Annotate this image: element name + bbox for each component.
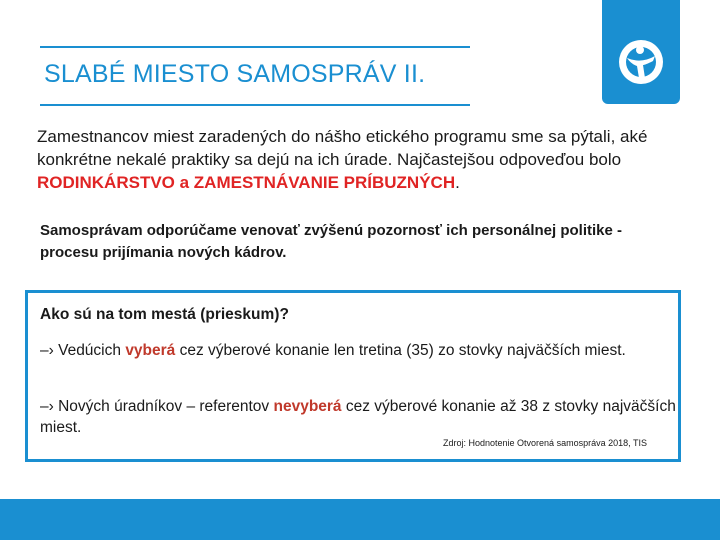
transparency-international-logo-icon	[617, 38, 665, 86]
bullet2-after: cez výberové konanie až 38 z stovky najväčších miest.	[40, 398, 676, 436]
bullet1-highlight: vyberá	[125, 342, 176, 359]
survey-question: Ako sú na tom mestá (prieskum)?	[40, 306, 289, 323]
bullet2-highlight: nevyberá	[273, 398, 342, 415]
logo-panel	[602, 0, 680, 104]
title-top-rule	[40, 46, 470, 48]
survey-bullet-2	[40, 396, 680, 438]
recommendation-paragraph: Samosprávam odporúčame venovať zvýšenú pozornosť ich personálnej politike - procesu prijímania nových kádrov.	[40, 222, 623, 261]
bullet1-before: –› Vedúcich	[40, 342, 126, 359]
bullet1-after: cez výberové konanie len tretina (35) zo stovky najväčších miest.	[175, 342, 626, 359]
bullet2-before: –› Nových úradníkov – referentov	[40, 398, 274, 415]
intro-paragraph	[37, 125, 677, 194]
survey-bullet-1	[40, 340, 680, 361]
intro-end: .	[455, 173, 460, 192]
intro-text: Zamestnancov miest zaradených do nášho etického programu sme sa pýtali, aké konkrétne nekalé praktiky sa dejú na ich úrade. Najčastejšou odpoveďou bolo	[37, 127, 648, 169]
intro-highlight: RODINKÁRSTVO a ZAMESTNÁVANIE PRÍBUZNÝCH	[37, 173, 456, 192]
slide-title: SLABÉ MIESTO SAMOSPRÁV II.	[44, 60, 426, 88]
footer-bar	[0, 499, 720, 540]
title-bottom-rule	[40, 104, 470, 106]
source-note: Zdroj: Hodnotenie Otvorená samospráva 2018, TIS	[443, 438, 647, 448]
